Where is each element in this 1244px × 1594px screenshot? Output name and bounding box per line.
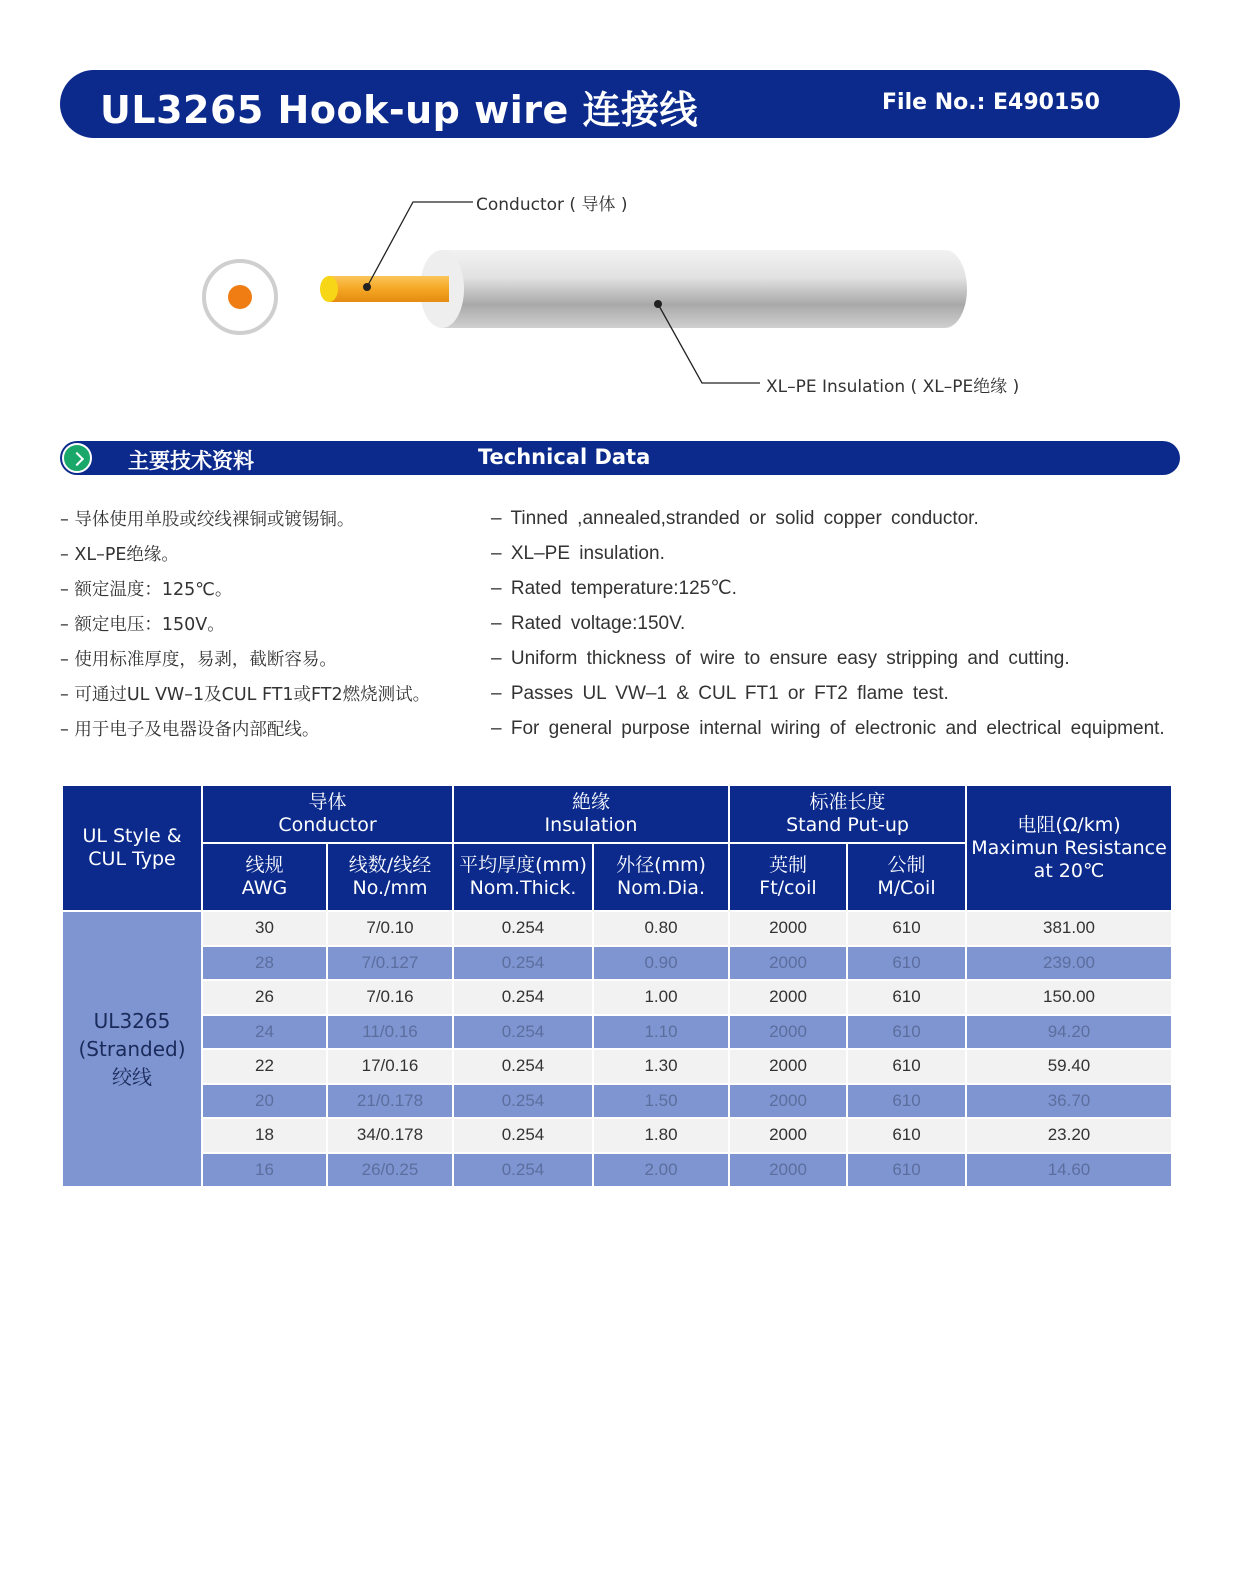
wire-illustration (0, 150, 1244, 420)
cell-strand: 17/0.16 (327, 1049, 453, 1084)
cell-m: 610 (847, 946, 966, 981)
header-m: 公制 M/Coil (847, 843, 966, 911)
cell-dia: 1.80 (593, 1118, 729, 1153)
section-title-cn: 主要技术资料 (128, 449, 254, 473)
file-number: File No.: E490150 (882, 90, 1100, 115)
list-item: – 用于电子及电器设备内部配线。 (60, 716, 480, 751)
cell-awg: 28 (202, 946, 327, 981)
cell-thick: 0.254 (453, 980, 593, 1015)
chevron-right-icon (62, 443, 92, 473)
list-item: – 使用标准厚度，易剥，截断容易。 (60, 646, 480, 681)
cell-ft: 2000 (729, 911, 847, 946)
header-thick: 平均厚度(mm) Nom.Thick. (453, 843, 593, 911)
cell-strand: 34/0.178 (327, 1118, 453, 1153)
title-bar (60, 70, 1180, 138)
cell-ft: 2000 (729, 980, 847, 1015)
cell-awg: 26 (202, 980, 327, 1015)
cell-thick: 0.254 (453, 1153, 593, 1188)
cell-strand: 7/0.16 (327, 980, 453, 1015)
cell-strand: 26/0.25 (327, 1153, 453, 1188)
table-row (62, 1084, 1172, 1119)
list-item: – Uniform thickness of wire to ensure easy stripping and cutting. (491, 645, 1211, 680)
cell-m: 610 (847, 1153, 966, 1188)
list-item: – Rated voltage:150V. (491, 610, 1211, 645)
header-insulation: 絶缘 Insulation (453, 785, 729, 843)
table-row (62, 946, 1172, 981)
cell-thick: 0.254 (453, 1118, 593, 1153)
cell-ft: 2000 (729, 946, 847, 981)
cell-thick: 0.254 (453, 1049, 593, 1084)
table-row (62, 1049, 1172, 1084)
cell-ft: 2000 (729, 1084, 847, 1119)
list-item: – Tinned ,annealed,stranded or solid copper conductor. (491, 505, 1211, 540)
cell-m: 610 (847, 911, 966, 946)
cell-ft: 2000 (729, 1153, 847, 1188)
list-item: – 额定电压：150V。 (60, 611, 480, 646)
cell-res: 36.70 (966, 1084, 1172, 1119)
cell-awg: 30 (202, 911, 327, 946)
cell-dia: 1.10 (593, 1015, 729, 1050)
header-ft: 英制 Ft/coil (729, 843, 847, 911)
header-conductor: 导体 Conductor (202, 785, 453, 843)
cell-awg: 18 (202, 1118, 327, 1153)
table-row (62, 1153, 1172, 1188)
insulation-label: XL–PE Insulation ( XL–PE绝缘 ) (766, 377, 1020, 397)
cell-strand: 7/0.127 (327, 946, 453, 981)
table-row (62, 911, 1172, 946)
cell-dia: 1.30 (593, 1049, 729, 1084)
cell-strand: 7/0.10 (327, 911, 453, 946)
page-title: UL3265 Hook-up wire 连接线 (100, 88, 698, 132)
header-resistance: 电阻(Ω/km) Maximun Resistance at 20℃ (966, 785, 1172, 911)
cell-m: 610 (847, 980, 966, 1015)
section-title-en: Technical Data (478, 445, 651, 469)
cell-m: 610 (847, 1084, 966, 1119)
style-cell: UL3265 (Stranded) 绞线 (62, 911, 202, 1187)
cell-res: 14.60 (966, 1153, 1172, 1188)
cell-m: 610 (847, 1015, 966, 1050)
list-item: – 导体使用单股或绞线裸铜或镀锡铜。 (60, 506, 480, 541)
list-item: – XL–PE绝缘。 (60, 541, 480, 576)
table-row (62, 1015, 1172, 1050)
cell-strand: 11/0.16 (327, 1015, 453, 1050)
cell-res: 94.20 (966, 1015, 1172, 1050)
cell-res: 23.20 (966, 1118, 1172, 1153)
cell-ft: 2000 (729, 1118, 847, 1153)
insulation-shape (420, 250, 967, 328)
cell-awg: 24 (202, 1015, 327, 1050)
list-item: – 额定温度：125℃。 (60, 576, 480, 611)
cell-thick: 0.254 (453, 911, 593, 946)
cell-ft: 2000 (729, 1049, 847, 1084)
list-item: – 可通过UL VW–1及CUL FT1或FT2燃烧测试。 (60, 681, 480, 716)
features-list-en (491, 505, 1211, 750)
conductor-shape (320, 276, 449, 302)
features-list-cn (60, 506, 480, 751)
cell-thick: 0.254 (453, 946, 593, 981)
cell-awg: 20 (202, 1084, 327, 1119)
spec-table (61, 784, 1173, 1188)
cell-ft: 2000 (729, 1015, 847, 1050)
table-row (62, 1118, 1172, 1153)
cell-dia: 1.00 (593, 980, 729, 1015)
cell-res: 381.00 (966, 911, 1172, 946)
list-item: – Rated temperature:125℃. (491, 575, 1211, 610)
cross-section-icon (204, 261, 276, 333)
cell-thick: 0.254 (453, 1084, 593, 1119)
header-awg: 线规 AWG (202, 843, 327, 911)
list-item: – Passes UL VW–1 & CUL FT1 or FT2 flame test. (491, 680, 1211, 715)
technical-data-header (60, 441, 1180, 475)
cell-awg: 22 (202, 1049, 327, 1084)
header-dia: 外径(mm) Nom.Dia. (593, 843, 729, 911)
list-item: – XL–PE insulation. (491, 540, 1211, 575)
cell-m: 610 (847, 1118, 966, 1153)
table-row (62, 980, 1172, 1015)
cell-m: 610 (847, 1049, 966, 1084)
cell-dia: 0.80 (593, 911, 729, 946)
cell-dia: 1.50 (593, 1084, 729, 1119)
cell-res: 239.00 (966, 946, 1172, 981)
cell-dia: 2.00 (593, 1153, 729, 1188)
cell-thick: 0.254 (453, 1015, 593, 1050)
header-putup: 标准长度 Stand Put-up (729, 785, 966, 843)
cell-dia: 0.90 (593, 946, 729, 981)
cell-strand: 21/0.178 (327, 1084, 453, 1119)
header-style: UL Style & CUL Type (62, 785, 202, 911)
list-item: – For general purpose internal wiring of electronic and electrical equipment. (491, 715, 1211, 750)
header-strand: 线数/线经 No./mm (327, 843, 453, 911)
conductor-label: Conductor ( 导体 ) (476, 195, 628, 215)
cell-res: 150.00 (966, 980, 1172, 1015)
cell-res: 59.40 (966, 1049, 1172, 1084)
cell-awg: 16 (202, 1153, 327, 1188)
